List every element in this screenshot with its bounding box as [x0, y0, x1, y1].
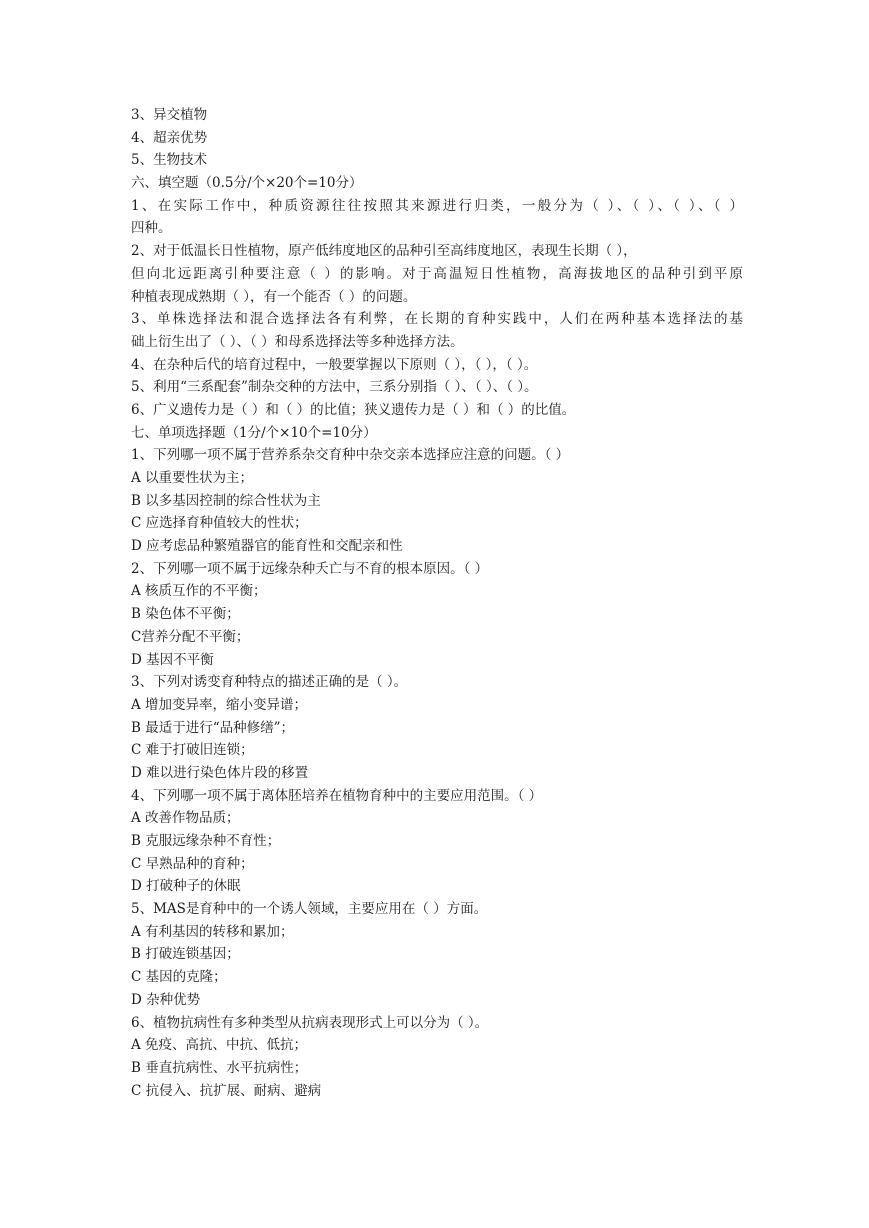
- document-body: [131, 104, 743, 1102]
- question-line: 1、下列哪一项不属于营养系杂交育种中杂交亲本选择应注意的问题。（ ）: [131, 447, 570, 464]
- question-line: 4、在杂种后代的培育过程中，一般要掌握以下原则（ ），（ ），（ ）。: [131, 356, 538, 373]
- question-line: 5、利用“三系配套”制杂交种的方法中，三系分别指（ ）、（ ）、（ ）。: [131, 379, 538, 396]
- question-line: 6、植物抗病性有多种类型从抗病表现形式上可以分为（ ）。: [131, 1014, 489, 1031]
- question-line: 础上衍生出了（ ）、（ ）和母系选择法等多种选择方法。: [131, 333, 464, 350]
- option-line: B 染色体不平衡；: [131, 606, 240, 623]
- option-line: B 打破连锁基因；: [131, 946, 240, 963]
- question-line: 5、MAS是育种中的一个诱人领域，主要应用在（ ）方面。: [131, 901, 488, 918]
- section-heading: 六、填空题（0.5分/个×20个=10分）: [131, 175, 363, 192]
- question-line: 2、对于低温长日性植物，原产低纬度地区的品种引至高纬度地区，表现生长期（ ），: [131, 243, 637, 260]
- question-line: 2、下列哪一项不属于远缘杂种夭亡与不育的根本原因。（ ）: [131, 560, 489, 577]
- option-line: B 克服远缘杂种不育性；: [131, 833, 281, 849]
- question-line: 3、单株选择法和混合选择法各有利弊，在长期的育种实践中，人们在两种基本选择法的基: [131, 311, 743, 328]
- question-line: 4、下列哪一项不属于离体胚培养在植物育种中的主要应用范围。（ ）: [131, 787, 543, 804]
- text-line: 3、异交植物: [131, 107, 208, 123]
- option-line: D 杂种优势: [131, 991, 201, 1008]
- option-line: C营养分配不平衡；: [131, 628, 250, 645]
- option-line: A 免疫、高抗、中抗、低抗；: [131, 1037, 308, 1054]
- option-line: C 基因的克隆；: [131, 969, 227, 986]
- option-line: C 抗侵入、抗扩展、耐病、避病: [131, 1082, 322, 1099]
- option-line: B 垂直抗病性、水平抗病性；: [131, 1059, 308, 1076]
- option-line: D 应考虑品种繁殖器官的能育性和交配亲和性: [131, 538, 403, 555]
- option-line: C 早熟品种的育种；: [131, 855, 254, 872]
- option-line: A 有利基因的转移和累加；: [131, 923, 294, 940]
- option-line: A 以重要性状为主；: [131, 470, 254, 486]
- text-line: 5、生物技术: [131, 152, 208, 169]
- option-line: D 难以进行染色体片段的移置: [131, 764, 309, 781]
- option-line: B 以多基因控制的综合性状为主: [131, 492, 321, 509]
- question-line: 但向北远距离引种要注意（ ）的影响。对于高温短日性植物，高海拔地区的品种引到平原: [131, 265, 743, 282]
- question-line: 3、下列对诱变育种特点的描述正确的是（ ）。: [131, 674, 408, 691]
- option-line: B 最适于进行“品种修缮”；: [131, 719, 295, 736]
- question-line: 1、在实际工作中，种质资源往往按照其来源进行归类，一般分为（ ）、（ ）、（ ）、（ ）: [131, 197, 743, 214]
- option-line: D 打破种子的休眠: [131, 878, 241, 895]
- question-line: 四种。: [131, 220, 172, 237]
- option-line: A 增加变异率，缩小变异谱；: [131, 696, 308, 713]
- option-line: C 难于打破旧连锁；: [131, 742, 254, 759]
- option-line: D 基因不平衡: [131, 651, 214, 668]
- question-line: 种植表现成熟期（ ），有一个能否（ ）的问题。: [131, 288, 417, 305]
- option-line: C 应选择育种值较大的性状；: [131, 515, 308, 532]
- question-line: 6、广义遗传力是（ ）和（ ）的比值；狭义遗传力是（ ）和（ ）的比值。: [131, 401, 576, 418]
- option-line: A 核质互作的不平衡；: [131, 583, 267, 600]
- section-heading: 七、单项选择题（1分/个×10个=10分）: [131, 424, 377, 441]
- text-line: 4、超亲优势: [131, 129, 208, 146]
- option-line: A 改善作物品质；: [131, 810, 240, 827]
